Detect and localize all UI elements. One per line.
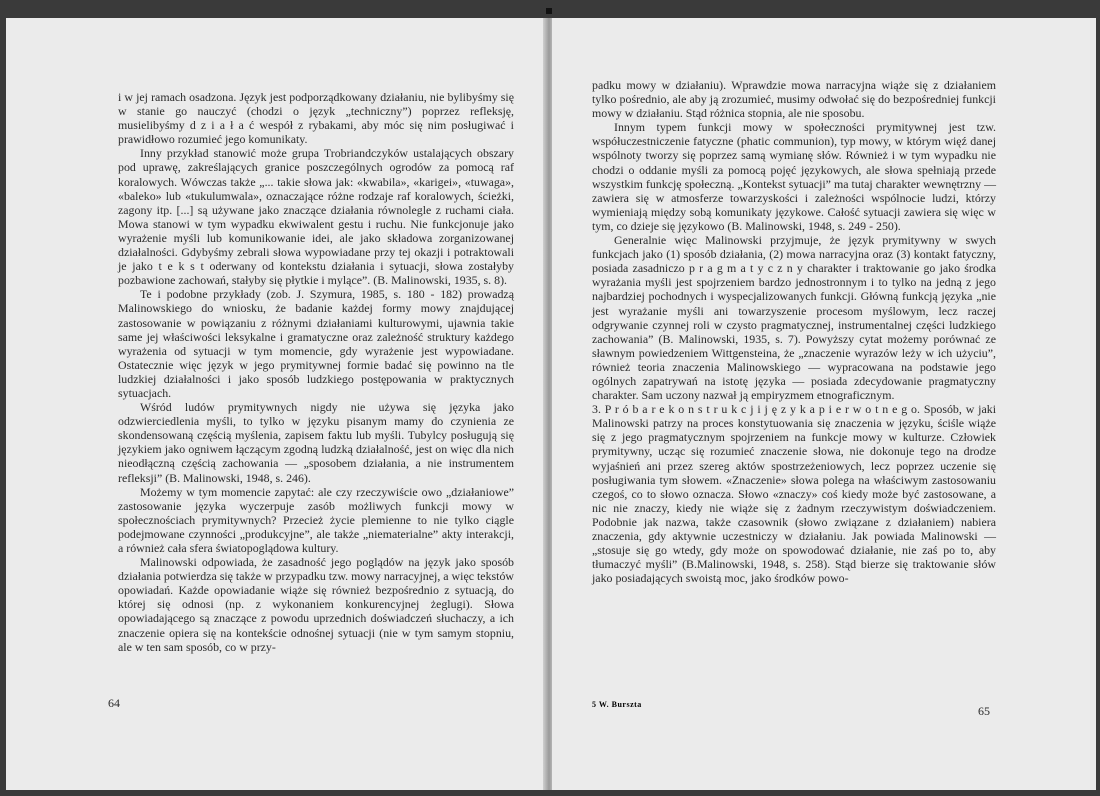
- right-page: [552, 18, 1096, 790]
- paragraph: Malinowski odpowiada, że zasadność jego poglądów na język jako sposób działania potwierdza się także w przypadku tzw. mowy narracyjnej, a więc tekstów opowiadań. Każde opowiadanie wiąże się również bezpośrednio z sytuacją, do której się odnosi (np. z wykonaniem konkurencyjnej żeglugi). Słowa opowiadającego są znaczące z powodu uprzednich doświadczeń słuchaczy, a ich znaczenie opiera się na kontekście odnośnej sytuacji (nie w tym samym stopniu, ale w ten sam sposób, co w przy-: [118, 555, 514, 654]
- paragraph: Innym typem funkcji mowy w społeczności prymitywnej jest tzw. współuczestniczenie fatyczne (phatic communion), typ mowy, w którym więź danej wspólnoty tworzy się poprzez samą wymianę słów. Również i w tym wypadku nie chodzi o oddanie myśli za pomocą pojęć językowych, ale słowa spełniają przede wszystkim funkcję społeczną. „Kontekst sytuacji” ma tutaj charakter wewnętrzny — zawiera się w atmosferze towarzyskości i zależności wspólnocie ludzi, którzy wymieniają między sobą komunikaty językowe. Całość sytuacji zawiera się więc w tym, co dzieje się językowo (B. Malinowski, 1948, s. 249 - 250).: [592, 120, 996, 233]
- paragraph: Te i podobne przykłady (zob. J. Szymura, 1985, s. 180 - 182) prowadzą Malinowskiego do wniosku, że badanie każdej formy mowy znajdującej zastosowanie w powiązaniu z różnymi działaniami kulturowymi, ujawnia takie same jej właściwości leksykalne i gramatyczne oraz zależność struktury każdego wyrażenia od sytuacji w tym momencie, gdy wyrażenie jest wypowiadane. Ostatecznie więc język w jego prymitywnej formie badać się powinno na tle ludzkiej działalności i jako sposób ludzkiego postępowania w praktycznych sytuacjach.: [118, 287, 514, 400]
- right-page-body: [592, 78, 996, 585]
- paragraph: Generalnie więc Malinowski przyjmuje, że język prymitywny w swych funkcjach jako (1) sposób działania, (2) mowa narracyjna oraz (3) kontakt fatyczny, posiada zasadniczo p r a g m a t y c z n y charakter i traktowanie go jako środka wyrażania myśli jest spojrzeniem bardzo jednostronnym i to tylko na jedną z jego najbardziej pochodnych i wyspecjalizowanych funkcji. Główną funkcją języka „nie jest wyrażanie myśli ani towarzyszenie procesom myślowym, lecz raczej odgrywanie czynnej roli w czysto pragmatycznej, instrumentalnej części ludzkiego zachowania” (B. Malinowski, 1935, s. 7). Powyższy cytat możemy porównać ze sławnym powiedzeniem Wittgensteina, że „znaczenie wyrazów leży w ich użyciu”, również teoria znaczenia Malinowskiego — wypracowana na podstawie jego ogólnych zapatrywań na istotę języka — posiada zdecydowanie pragmatyczny charakter. Sam uczony nazwał ją empiryzmem etnograficznym.: [592, 233, 996, 403]
- fold-mark: [546, 8, 552, 14]
- paragraph: i w jej ramach osadzona. Język jest podporządkowany działaniu, nie bylibyśmy się w stanie go nauczyć (chodzi o język „techniczny”) poprzez refleksję, musielibyśmy d z i a ł a ć wespół z rybakami, aby móc się nim posługiwać i prawidłowo rozumieć jego komunikaty.: [118, 90, 514, 147]
- paragraph: Wśród ludów prymitywnych nigdy nie używa się języka jako odzwierciedlenia myśli, to tylko w języku pisanym mamy do czynienia ze skondensowaną częścią myślenia, zapisem faktu lub myśli. Tubylcy posługują się językiem jako ogniwem łączącym zgodną ludzką działalność, jest on więc dla nich nieodłączną częścią zachowania — „sposobem działania, a nie instrumentem refleksji” (B. Malinowski, 1948, s. 246).: [118, 400, 514, 485]
- left-page-body: [118, 90, 514, 654]
- page-number-left: 64: [108, 696, 120, 710]
- section-paragraph: 3. P r ó b a r e k o n s t r u k c j i j ę z y k a p i e r w o t n e g o. Sposób, w jaki Malinowski patrzy na proces konstytuowania się znaczenia w języku, ściśle wiąże się z jego pragmatycznym spojrzeniem na funkcje mowy w kulturze. Człowiek prymitywny, ucząc się rozumieć znaczenie słowa, nie dokonuje tego na drodze wyjaśnień ani przez szereg aktów spostrzeżeniowych, lecz poprzez uczenie się posługiwania tym słowem. «Znaczenie» słowa polega na właściwym zastosowaniu czegoś, co to słowo oznacza. Słowo «znaczy» coś kiedy może być zastosowane, a nic nie znaczy, kiedy nie wiąże się z żadnym rzeczywistym doświadczeniem. Podobnie jak nazwa, także czasownik (słowo związane z działaniem) nabiera znaczenia, gdy aktywnie uczestniczy w działaniu. Jak powiada Malinowski — „stosuje się go wtedy, gdy może on spowodować działanie, nie zaś po to, aby tłumaczyć myśli” (B.Malinowski, 1948, s. 258). Stąd bierze się traktowanie słów jako posiadających swoistą moc, jako środków powo-: [592, 402, 996, 586]
- printer-signature: 5 W. Bursztа: [592, 700, 642, 709]
- left-page: [6, 18, 546, 790]
- paragraph: padku mowy w działaniu). Wprawdzie mowa narracyjna wiąże się z działaniem tylko pośrednio, ale aby ją zrozumieć, musimy odwołać się do bezpośredniej funkcji mowy w działaniu. Stąd różnica stopnia, ale nie sposobu.: [592, 78, 996, 121]
- page-number-right: 65: [978, 704, 990, 718]
- paragraph: Możemy w tym momencie zapytać: ale czy rzeczywiście owo „działaniowe” zastosowanie języka wyczerpuje zasób możliwych funkcji mowy w społecznościach prymitywnych? Przecież życie plemienne to nie tylko ciągle podejmowane czynności „produkcyjne”, ale także „niematerialne” akty interakcji, a również cała sfera światopoglądowa kultury.: [118, 484, 514, 555]
- paragraph: Inny przykład stanowić może grupa Trobriandczyków ustalających obszary pod uprawę, zakreślających granice poszczególnych ogrodów za pomocą raf koralowych. Wówczas także „... takie słowa jak: «kwabila», «karigei», «tuwaga», «baleko» lub «tukulumwala», oznaczające różne rodzaje raf koralowych, ścieżki, zagony itp. [...] są używane jako znaczące działania równolegle z ruchami ciała. Mowa stanowi w tym wypadku ekwiwalent gestu i ruchu. Nie funkcjonuje jako wyrażenie myśli lub komunikowanie idei, ale jako składowa zorganizowanej działalności. Gdybyśmy zebrali słowa wypowiadane przy tej okazji i potraktowali je jako t e k s t oderwany od kontekstu działania i sytuacji, słowa zostałyby pozbawione zachowań, stałyby się płytkie i mylące”. (B. Malinowski, 1935, s. 8).: [118, 146, 514, 288]
